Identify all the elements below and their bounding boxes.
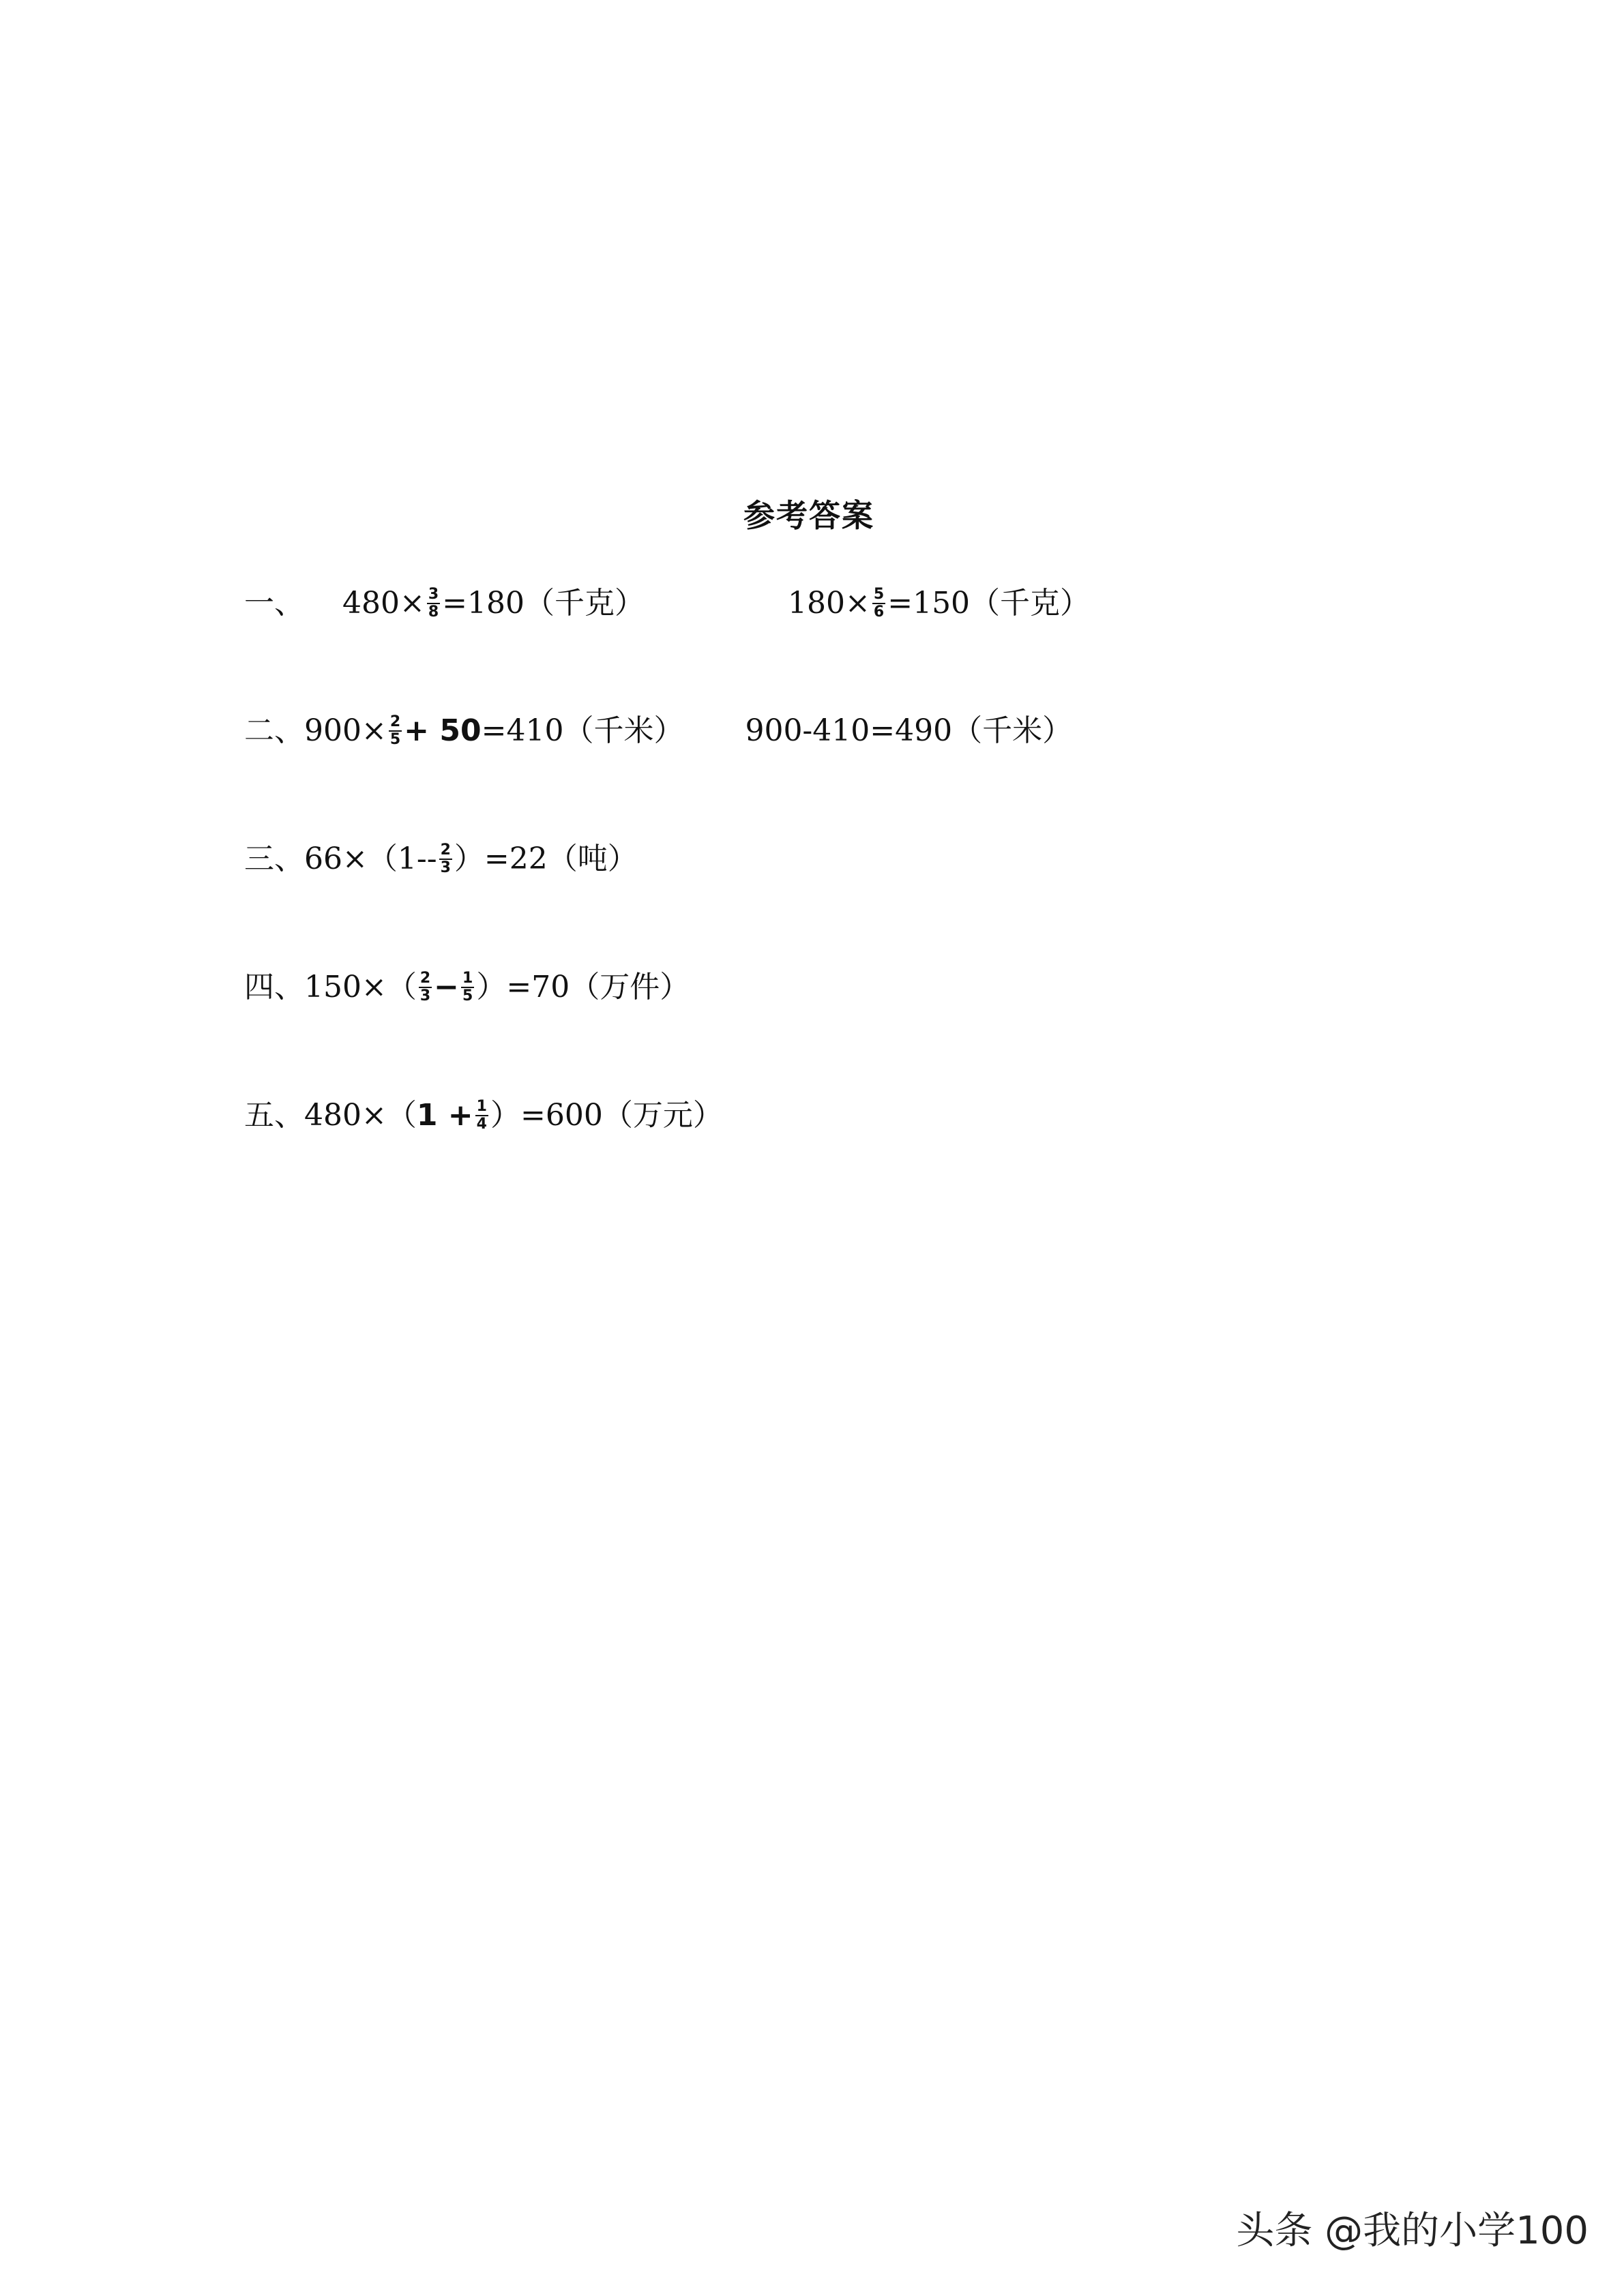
fraction-denominator: 5 (462, 987, 473, 1004)
answer-2-part-1 (304, 711, 683, 751)
answer-3-part-1 (304, 839, 638, 880)
fraction-numerator: 1 (462, 970, 473, 987)
answer-label: 五、 (244, 1098, 304, 1133)
fraction (872, 587, 885, 620)
answer-1-part-1 (342, 583, 645, 624)
answer-label: 二、 (244, 713, 304, 748)
expression-text: 900× (304, 713, 387, 748)
fraction (475, 1099, 488, 1132)
fraction (461, 971, 474, 1004)
fraction-denominator: 3 (440, 859, 451, 876)
expression-text: 480× (342, 586, 425, 621)
page-title: 参考答案 (743, 497, 874, 534)
expression-text: 66×（1-- (304, 841, 437, 876)
expression-text: ）=70（万件） (476, 970, 690, 1004)
expression-text: + 50 (404, 713, 482, 748)
fraction (389, 715, 402, 747)
answer-2 (244, 711, 1072, 751)
fraction-numerator: 2 (440, 841, 451, 859)
expression-text: =180（千克） (442, 586, 645, 621)
expression-text: =150（千克） (887, 586, 1091, 621)
answer-3 (244, 839, 638, 880)
expression-text: 480×（ (304, 1098, 417, 1133)
answer-5-part-1 (304, 1095, 723, 1136)
expression-text: ）=600（万元） (490, 1098, 723, 1133)
fraction-numerator: 2 (419, 970, 431, 987)
fraction-denominator: 3 (419, 987, 431, 1004)
fraction (419, 971, 432, 1004)
answer-label: 三、 (244, 841, 304, 876)
answer-label: 四、 (244, 970, 304, 1004)
answer-2-part-2: 900-410=490（千米） (745, 713, 1073, 748)
fraction (439, 843, 452, 876)
fraction-denominator: 8 (428, 603, 439, 621)
answer-4 (244, 967, 690, 1008)
fraction (427, 587, 440, 620)
answer-1-part-2 (788, 583, 1090, 624)
fraction-denominator: 5 (389, 731, 401, 748)
expression-text: =410（千米） (481, 713, 684, 748)
fraction-numerator: 2 (389, 713, 401, 730)
expression-text: − (434, 970, 460, 1004)
answer-label: 一、 (244, 586, 304, 621)
answer-1 (244, 583, 1090, 624)
expression-text: 180× (788, 586, 870, 621)
expression-text: 1 + (416, 1098, 473, 1133)
expression-text: 150×（ (304, 970, 417, 1004)
fraction-numerator: 5 (873, 586, 885, 603)
expression-text: ）=22（吨） (454, 841, 638, 876)
watermark: 头条 @我的小学100 (1236, 2209, 1589, 2253)
fraction-numerator: 3 (428, 586, 439, 603)
answer-5 (244, 1095, 723, 1136)
fraction-denominator: 4 (476, 1116, 487, 1133)
answer-4-part-1 (304, 967, 690, 1008)
fraction-denominator: 6 (873, 603, 885, 621)
fraction-numerator: 1 (476, 1098, 487, 1115)
